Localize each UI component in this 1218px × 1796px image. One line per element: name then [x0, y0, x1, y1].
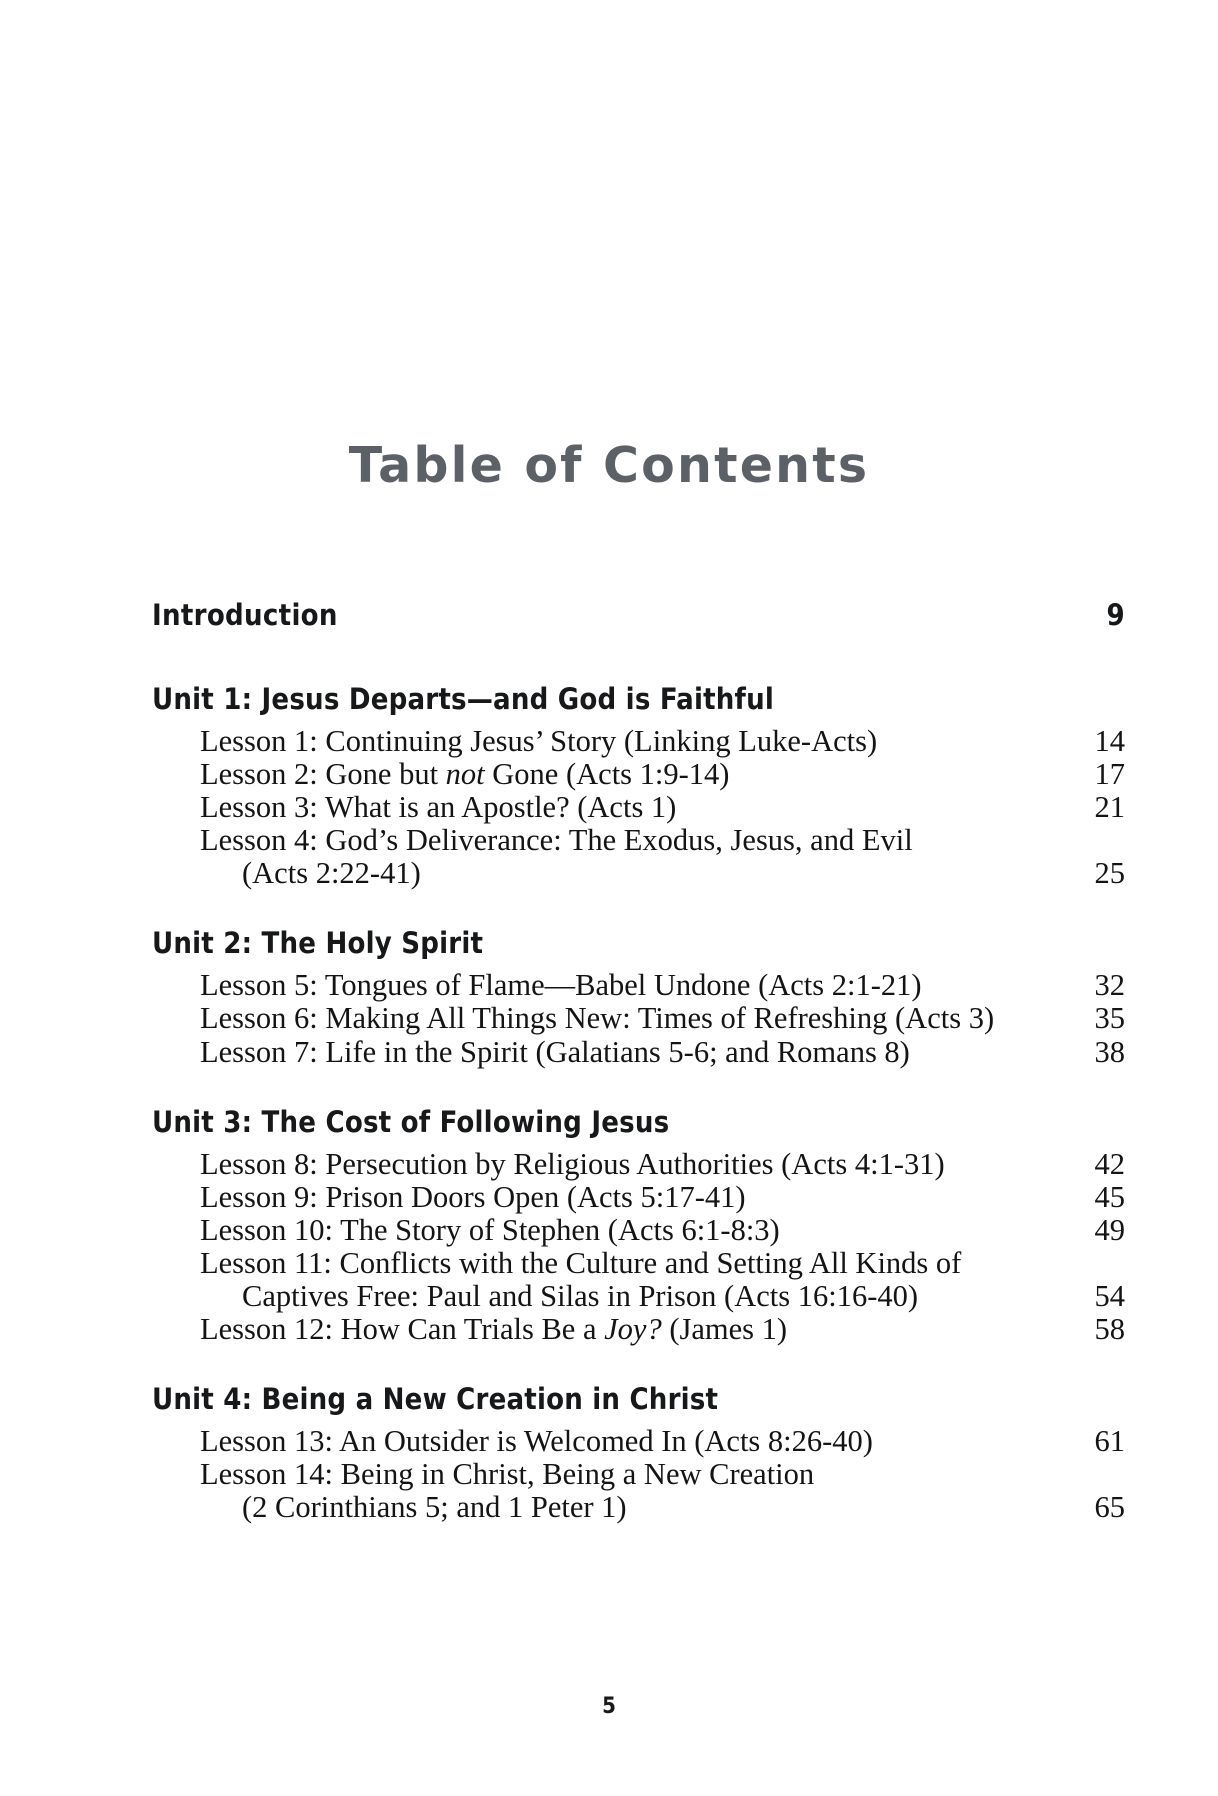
unit-title[interactable]: Unit 2: The Holy Spirit [152, 926, 484, 961]
lesson-line [200, 1214, 1125, 1247]
lesson-entry[interactable] [152, 1247, 1125, 1313]
lesson-page-number: 45 [1094, 1179, 1125, 1214]
lesson-page-number: 49 [1094, 1212, 1125, 1247]
front-matter-list [152, 598, 1125, 632]
lesson-title-text: Lesson 14: Being in Christ, Being a New Creation [200, 1457, 815, 1492]
lesson-page-number: 25 [1094, 856, 1125, 891]
front-matter-row[interactable] [152, 598, 1125, 632]
unit-block [152, 926, 1125, 1068]
page-folio: 5 [602, 1694, 616, 1719]
lesson-title-text: Lesson 7: Life in the Spirit (Galatians 5-6; and Romans 8) [200, 1034, 910, 1069]
lesson-page-number: 42 [1094, 1146, 1125, 1181]
unit-block [152, 682, 1125, 890]
lesson-line [200, 1181, 1125, 1214]
front-matter-label: Introduction [152, 598, 338, 632]
lesson-page-number: 35 [1094, 1001, 1125, 1036]
lesson-entry[interactable] [152, 1036, 1125, 1069]
lesson-page-number: 65 [1094, 1490, 1125, 1525]
lesson-line [200, 1425, 1125, 1458]
lesson-line [200, 1002, 1125, 1035]
lesson-line [200, 791, 1125, 824]
lesson-page-number: 61 [1094, 1424, 1125, 1459]
toc-content [152, 598, 1125, 1524]
lesson-title-segment: Lesson 2: Gone but [200, 757, 446, 792]
lesson-line [200, 758, 1125, 791]
lesson-line [200, 1458, 1125, 1491]
lesson-title-text: Lesson 6: Making All Things New: Times of Refreshing (Acts 3) [200, 1001, 995, 1036]
lesson-page-number: 32 [1094, 968, 1125, 1003]
lesson-title-emphasis: Joy? [604, 1312, 662, 1347]
lesson-page-number: 54 [1094, 1278, 1125, 1313]
lesson-entry[interactable] [152, 1181, 1125, 1214]
lesson-title-text: Lesson 10: The Story of Stephen (Acts 6:1-8:3) [200, 1212, 780, 1247]
lesson-page-number: 14 [1094, 724, 1125, 758]
lesson-entry[interactable] [152, 758, 1125, 791]
lesson-title-text: (Acts 2:22-41) [242, 856, 421, 891]
unit-block [152, 1105, 1125, 1346]
lesson-title-segment: (James 1) [661, 1312, 788, 1347]
lesson-title-text: Lesson 3: What is an Apostle? (Acts 1) [200, 790, 677, 825]
lesson-title-segment: Lesson 12: How Can Trials Be a [200, 1312, 605, 1347]
lesson-title-text: (2 Corinthians 5; and 1 Peter 1) [242, 1490, 627, 1525]
lesson-title-text: Lesson 9: Prison Doors Open (Acts 5:17-41) [200, 1179, 746, 1214]
lesson-page-number: 58 [1094, 1312, 1125, 1347]
lesson-entry[interactable] [152, 1313, 1125, 1346]
lesson-list [152, 1425, 1125, 1524]
lesson-title-text: Lesson 11: Conflicts with the Culture and Setting All Kinds of [200, 1245, 962, 1280]
lesson-entry[interactable] [152, 1458, 1125, 1524]
lesson-line [200, 857, 1125, 890]
lesson-title-text [200, 758, 729, 791]
lesson-line [200, 1491, 1125, 1524]
unit-title[interactable]: Unit 4: Being a New Creation in Christ [152, 1382, 719, 1417]
lesson-line [200, 1280, 1125, 1313]
lesson-title-text: Lesson 5: Tongues of Flame—Babel Undone (Acts 2:1-21) [200, 968, 922, 1003]
lesson-line [200, 969, 1125, 1002]
lesson-title-text: Captives Free: Paul and Silas in Prison (Acts 16:16-40) [242, 1278, 919, 1313]
lesson-line [200, 1036, 1125, 1069]
unit-list [152, 682, 1125, 1524]
lesson-title-text: Lesson 13: An Outsider is Welcomed In (Acts 8:26-40) [200, 1424, 873, 1459]
lesson-line [200, 1313, 1125, 1346]
lesson-line [200, 1148, 1125, 1181]
lesson-entry[interactable] [152, 1002, 1125, 1035]
lesson-entry[interactable] [152, 725, 1125, 758]
lesson-entry[interactable] [152, 1214, 1125, 1247]
lesson-entry[interactable] [152, 824, 1125, 890]
lesson-title-text [200, 1313, 787, 1346]
unit-title[interactable]: Unit 1: Jesus Departs—and God is Faithful [152, 682, 775, 716]
lesson-title-text: Lesson 8: Persecution by Religious Authorities (Acts 4:1-31) [200, 1146, 945, 1181]
unit-title[interactable]: Unit 3: The Cost of Following Jesus [152, 1104, 670, 1139]
lesson-entry[interactable] [152, 1148, 1125, 1181]
lesson-list [152, 725, 1125, 890]
lesson-title-segment: Gone (Acts 1:9-14) [484, 757, 730, 792]
lesson-line [200, 824, 1125, 857]
front-matter-page-number: 9 [1106, 598, 1125, 632]
lesson-title-emphasis: not [445, 757, 485, 792]
lesson-entry[interactable] [152, 969, 1125, 1002]
lesson-list [152, 1148, 1125, 1346]
lesson-page-number: 38 [1094, 1034, 1125, 1069]
page-title: Table of Contents [348, 437, 870, 494]
lesson-entry[interactable] [152, 791, 1125, 824]
lesson-line [200, 1247, 1125, 1280]
lesson-line [200, 725, 1125, 758]
lesson-entry[interactable] [152, 1425, 1125, 1458]
lesson-page-number: 17 [1094, 757, 1125, 792]
lesson-title-text: Lesson 1: Continuing Jesus’ Story (Linking Luke-Acts) [200, 724, 878, 758]
lesson-title-text: Lesson 4: God’s Deliverance: The Exodus, Jesus, and Evil [200, 823, 913, 858]
lesson-page-number: 21 [1094, 790, 1125, 825]
lesson-list [152, 969, 1125, 1068]
unit-block [152, 1382, 1125, 1524]
